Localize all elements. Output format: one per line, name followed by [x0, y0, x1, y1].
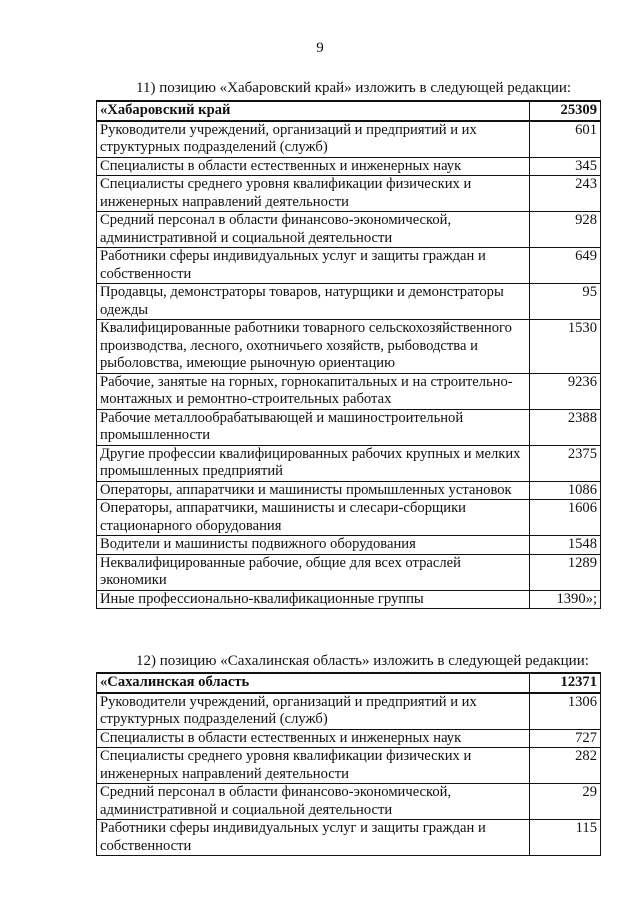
occupation-group: Рабочие, занятые на горных, горнокапитальных и на строительно-монтажных и ремонтно-строительных работах	[97, 373, 530, 409]
occupation-count: 95	[530, 284, 601, 320]
region-total: 25309	[530, 101, 601, 121]
occupation-group: Операторы, аппаратчики и машинисты промышленных установок	[97, 481, 530, 500]
occupation-group: Специалисты среднего уровня квалификации физических и инженерных направлений деятельности	[97, 176, 530, 212]
occupation-group: Другие профессии квалифицированных рабочих крупных и мелких промышленных предприятий	[97, 445, 530, 481]
occupation-count: 1530	[530, 320, 601, 374]
region-table-khabarovsk	[96, 100, 601, 609]
table-row	[97, 554, 601, 590]
occupation-count: 649	[530, 248, 601, 284]
table-row	[97, 693, 601, 730]
occupation-group: Средний персонал в области финансово-экономической, административной и социальной деятельности	[97, 784, 530, 820]
occupation-count: 1306	[530, 693, 601, 730]
occupation-group: Квалифицированные работники товарного сельскохозяйственного производства, лесного, охотничьего хозяйств, рыбоводства и рыболовства, имеющие рыночную ориентацию	[97, 320, 530, 374]
table-row	[97, 121, 601, 158]
occupation-count: 1606	[530, 500, 601, 536]
occupation-group: Руководители учреждений, организаций и предприятий и их структурных подразделений (служб)	[97, 121, 530, 158]
occupation-count: 727	[530, 729, 601, 748]
occupation-count: 243	[530, 176, 601, 212]
region-total: 12371	[530, 673, 601, 693]
table-row	[97, 784, 601, 820]
table-row	[97, 748, 601, 784]
occupation-group: Специалисты в области естественных и инженерных наук	[97, 157, 530, 176]
occupation-group: Неквалифицированные рабочие, общие для всех отраслей экономики	[97, 554, 530, 590]
occupation-group: Средний персонал в области финансово-экономической, административной и социальной деятельности	[97, 212, 530, 248]
occupation-group: Водители и машинисты подвижного оборудования	[97, 536, 530, 555]
occupation-group: Специалисты среднего уровня квалификации физических и инженерных направлений деятельности	[97, 748, 530, 784]
section-intro: 12) позицию «Сахалинская область» изложить в следующей редакции:	[136, 653, 589, 669]
table-row	[97, 536, 601, 555]
table-row	[97, 445, 601, 481]
occupation-count: 345	[530, 157, 601, 176]
occupation-count: 1086	[530, 481, 601, 500]
occupation-count: 1390»;	[530, 590, 601, 609]
occupation-group: Работники сферы индивидуальных услуг и защиты граждан и собственности	[97, 248, 530, 284]
occupation-group: Рабочие металлообрабатывающей и машиностроительной промышленности	[97, 409, 530, 445]
occupation-count: 115	[530, 820, 601, 856]
region-name: «Хабаровский край	[97, 101, 530, 121]
page-number: 9	[316, 40, 324, 56]
occupation-count: 2388	[530, 409, 601, 445]
table-row	[97, 157, 601, 176]
table-header-row	[97, 101, 601, 121]
table-row	[97, 590, 601, 609]
occupation-group: Специалисты в области естественных и инженерных наук	[97, 729, 530, 748]
region-table-sakhalin	[96, 672, 601, 856]
table-header-row	[97, 673, 601, 693]
section-intro: 11) позицию «Хабаровский край» изложить в следующей редакции:	[136, 80, 572, 96]
occupation-count: 1548	[530, 536, 601, 555]
occupation-group: Руководители учреждений, организаций и предприятий и их структурных подразделений (служб)	[97, 693, 530, 730]
table-row	[97, 320, 601, 374]
table-row	[97, 248, 601, 284]
occupation-group: Иные профессионально-квалификационные группы	[97, 590, 530, 609]
occupation-count: 601	[530, 121, 601, 158]
table-row	[97, 212, 601, 248]
table-row	[97, 176, 601, 212]
occupation-count: 9236	[530, 373, 601, 409]
occupation-group: Операторы, аппаратчики, машинисты и слесари-сборщики стационарного оборудования	[97, 500, 530, 536]
occupation-count: 1289	[530, 554, 601, 590]
occupation-group: Работники сферы индивидуальных услуг и защиты граждан и собственности	[97, 820, 530, 856]
occupation-group: Продавцы, демонстраторы товаров, натурщики и демонстраторы одежды	[97, 284, 530, 320]
table-row	[97, 284, 601, 320]
occupation-count: 29	[530, 784, 601, 820]
table-row	[97, 500, 601, 536]
occupation-count: 928	[530, 212, 601, 248]
table-row	[97, 820, 601, 856]
occupation-count: 2375	[530, 445, 601, 481]
table-row	[97, 481, 601, 500]
occupation-count: 282	[530, 748, 601, 784]
table-row	[97, 729, 601, 748]
table-row	[97, 373, 601, 409]
region-name: «Сахалинская область	[97, 673, 530, 693]
table-row	[97, 409, 601, 445]
